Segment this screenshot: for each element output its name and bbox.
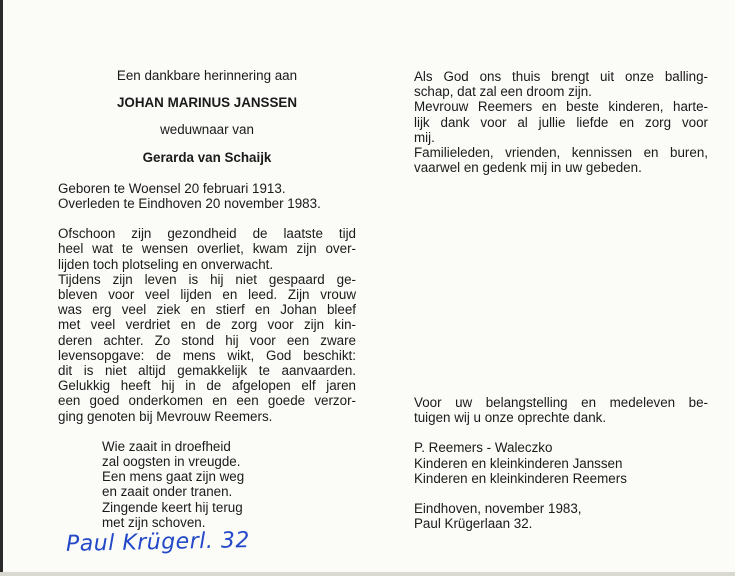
handwritten-note: Paul Krügerl. 32 xyxy=(65,528,251,557)
paragraph-line: ging genoten bij Mevrouw Reemers. xyxy=(58,408,273,424)
place-date: Eindhoven, november 1983, xyxy=(414,501,582,517)
biography-paragraph xyxy=(58,226,356,424)
paragraph-line: Als God ons thuis brengt uit onze balling- xyxy=(414,69,708,84)
card-bottom-edge xyxy=(0,572,735,576)
intro-text: Een dankbare herinnering aan xyxy=(116,68,298,83)
paragraph-line: Ofschoon zijn gezondheid de laatste tijd xyxy=(58,226,356,242)
paragraph-line: heel wat te wensen overliet, kwam zijn over- xyxy=(58,241,356,257)
paragraph-line: levensopgave: de mens wikt, God beschikt: xyxy=(58,347,356,363)
paragraph-line: schap, dat zal een droom zijn. xyxy=(414,84,592,100)
address: Paul Krügerlaan 32. xyxy=(414,516,533,532)
paragraph-line: Mevrouw Reemers en beste kinderen, harte- xyxy=(414,99,708,115)
poem-line: Wie zaait in droefheid xyxy=(102,438,231,454)
relation-text: weduwnaar van xyxy=(160,122,254,138)
poem-line: en zaait onder tranen. xyxy=(102,484,233,500)
paragraph-line: bleven voor veel lijden en leed. Zijn vrouw xyxy=(58,287,356,303)
signatory-line: Kinderen en kleinkinderen Janssen xyxy=(414,455,623,471)
paragraph-line: was erg veel ziek en stierf en Johan bleef xyxy=(58,302,356,318)
paragraph-line: lijk dank voor al jullie liefde en zorg voor xyxy=(414,114,708,130)
left-column xyxy=(58,68,356,530)
paragraph-line: Familieleden, vrienden, kennissen en buren, xyxy=(414,145,708,161)
paragraph-line: dit is niet altijd gemakkelijk te aanvaarden. xyxy=(58,363,356,379)
closing-block xyxy=(414,395,708,531)
paragraph-line: vaarwel en gedenk mij in uw gebeden. xyxy=(414,160,642,176)
paragraph-line: Tijdens zijn leven is hij niet gespaard ge- xyxy=(58,271,356,287)
paragraph-line: lijden toch plotseling en onverwacht. xyxy=(58,256,274,272)
card-left-edge xyxy=(0,0,3,576)
signatory-line: P. Reemers - Waleczko xyxy=(414,440,553,456)
thanks-line: Voor uw belangstelling en medeleven be- xyxy=(414,395,708,410)
paragraph-line: Gelukkig heeft hij in de afgelopen elf jaren xyxy=(58,378,356,394)
right-column xyxy=(414,69,708,532)
spouse-name: Gerarda van Schaijk xyxy=(142,149,272,165)
paragraph-line: deren achter. Zo stond hij voor een zware xyxy=(58,332,356,348)
poem-line: Een mens gaat zijn weg xyxy=(102,469,245,485)
paragraph-line: mij. xyxy=(414,129,435,145)
thanks-line: tuigen wij u onze oprechte dank. xyxy=(414,410,607,426)
paragraph-line: een goed onderkomen en een goede verzor- xyxy=(58,393,356,409)
poem-line: met zijn schoven. xyxy=(102,514,206,530)
poem-line: Zingende keert hij terug xyxy=(102,499,243,515)
death-line: Overleden te Eindhoven 20 november 1983. xyxy=(58,196,321,212)
poem xyxy=(102,439,356,530)
birth-line: Geboren te Woensel 20 februari 1913. xyxy=(58,180,286,196)
deceased-name: JOHAN MARINUS JANSSEN xyxy=(116,95,298,111)
signatory-line: Kinderen en kleinkinderen Reemers xyxy=(414,470,627,486)
farewell-paragraph xyxy=(414,69,708,175)
paragraph-line: met veel verdriet en de zorg voor zijn kin- xyxy=(58,317,356,333)
poem-line: zal oogsten in vreugde. xyxy=(102,454,241,470)
